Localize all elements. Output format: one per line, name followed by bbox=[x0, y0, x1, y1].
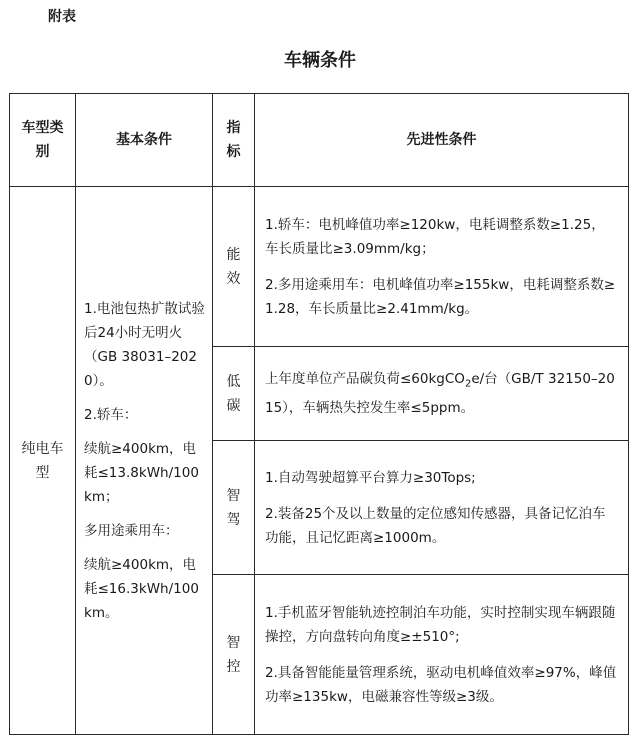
basic-conditions-cell bbox=[76, 187, 213, 735]
table-row bbox=[10, 187, 629, 347]
advanced-conditions-low-carbon: 上年度单位产品碳负荷≤60kgCO$_2$e/台（GB/T 32150–2015），车辆热失控发生率≤5ppm。 bbox=[255, 347, 629, 441]
indicator-smart-driving: 智驾 bbox=[213, 441, 255, 575]
indicator-efficiency: 能效 bbox=[213, 187, 255, 347]
basic-paragraph: 续航≥400km，电耗≤13.8kWh/100km； bbox=[84, 440, 199, 505]
basic-paragraph: 1.电池包热扩散试验后24小时无明火（GB 38031–2020）。 bbox=[84, 300, 205, 389]
page-title: 车辆条件 bbox=[284, 50, 356, 71]
header-category: 车型类别 bbox=[10, 94, 76, 187]
basic-paragraph: 续航≥400km，电耗≤16.3kWh/100km。 bbox=[84, 556, 199, 621]
header-advanced: 先进性条件 bbox=[255, 94, 629, 187]
indicator-low-carbon: 低碳 bbox=[213, 347, 255, 441]
header-indicator: 指标 bbox=[213, 94, 255, 187]
advanced-conditions-efficiency: 1.轿车：电机峰值功率≥120kw，电耗调整系数≥1.25，车长质量比≥3.09mm/kg； 2.多用途乘用车：电机峰值功率≥155kw，电耗调整系数≥1.28，车长质量比≥2.41mm/kg。 bbox=[255, 187, 629, 347]
advanced-conditions-smart-control: 1.手机蓝牙智能轨迹控制泊车功能，实时控制实现车辆跟随操控，方向盘转向角度≥±510°; 2.具备智能能量管理系统，驱动电机峰值效率≥97%，峰值功率≥135kw，电磁兼容性等级≥3级。 bbox=[255, 575, 629, 735]
indicator-smart-control: 智控 bbox=[213, 575, 255, 735]
vehicle-conditions-table bbox=[9, 93, 629, 735]
category-cell: 纯电车型 bbox=[10, 187, 76, 735]
advanced-conditions-smart-driving: 1.自动驾驶超算平台算力≥30Tops; 2.装备25个及以上数量的定位感知传感器，具备记忆泊车功能，且记忆距离≥1000m。 bbox=[255, 441, 629, 575]
header-basic: 基本条件 bbox=[76, 94, 213, 187]
appendix-label: 附表 bbox=[48, 9, 76, 25]
basic-paragraph: 2.轿车： bbox=[84, 406, 138, 423]
table-header-row bbox=[10, 94, 629, 187]
basic-paragraph: 多用途乘用车： bbox=[84, 522, 179, 539]
